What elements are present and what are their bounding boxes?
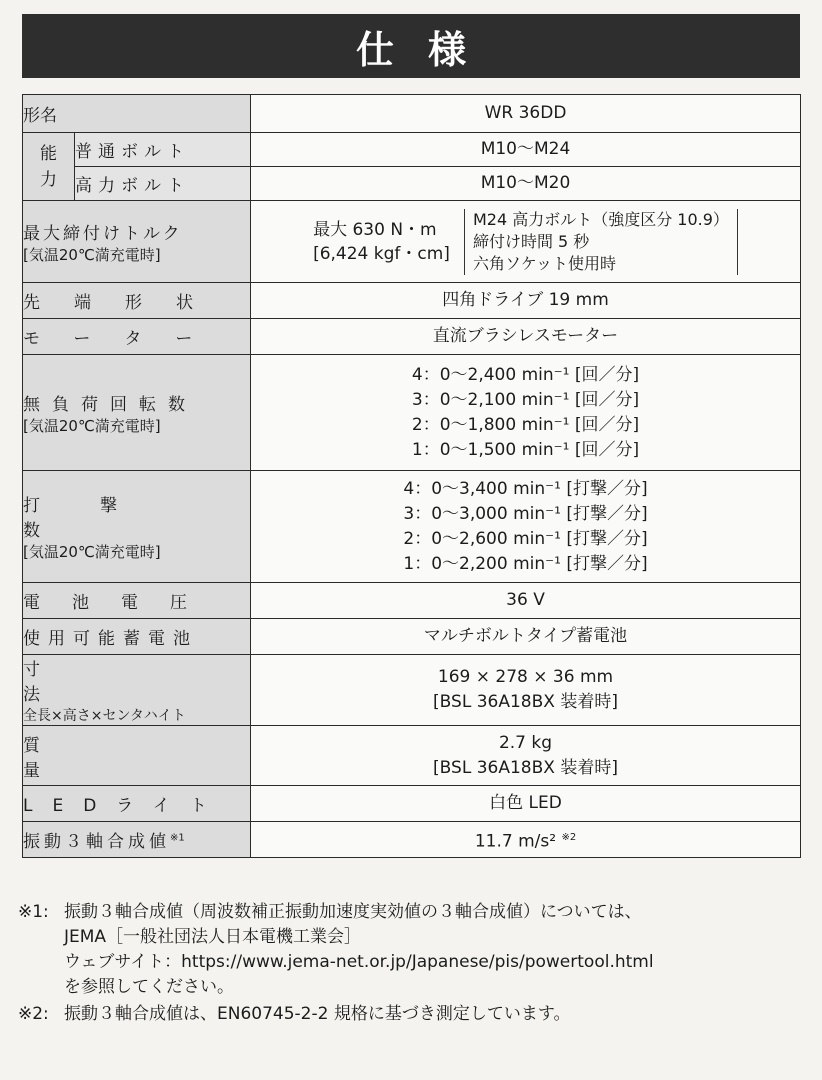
speed-3: 3：0～2,100 min⁻¹ [回／分]: [411, 389, 640, 410]
value-weight-note: [BSL 36A18BX 装着時]: [433, 757, 618, 778]
speed-1: 1：0～1,500 min⁻¹ [回／分]: [411, 439, 640, 460]
label-dimensions: 寸法: [23, 660, 180, 705]
footnote-1-mark: ※1:: [18, 902, 49, 922]
footnote-2-line-1: 振動３軸合成値は、EN60745-2-2 規格に基づき測定しています。: [64, 1004, 571, 1024]
row-battery: [23, 619, 801, 655]
label-weight: 質量: [23, 726, 251, 786]
value-weight: 2.7 kg: [498, 732, 553, 753]
row-voltage: [23, 583, 801, 619]
footnote-1-line-2: JEMA［一般社団法人日本電機工業会］: [64, 927, 362, 947]
value-torque: [251, 209, 800, 275]
value-model: WR 36DD: [251, 95, 801, 133]
value-voltage: 36 V: [251, 583, 801, 619]
impact-4: 4：0～3,400 min⁻¹ [打撃／分]: [403, 478, 648, 499]
value-vibration-note: ※2: [561, 831, 577, 843]
label-high-bolt: 高力ボルト: [75, 167, 251, 201]
impact-2: 2：0～2,600 min⁻¹ [打撃／分]: [403, 528, 648, 549]
torque-kgf: [6,424 kgf・cm]: [313, 243, 450, 264]
label-voltage: 電池電圧: [23, 583, 251, 619]
value-battery: マルチボルトタイプ蓄電池: [251, 619, 801, 655]
row-dimensions: [23, 655, 801, 726]
footnote-1-line-3: ウェブサイト：https://www.jema-net.or.jp/Japanese/pis/powertool.html: [64, 952, 654, 972]
label-model: [23, 101, 250, 126]
row-capacity-normal: [23, 133, 801, 167]
torque-conditions: [464, 209, 738, 275]
label-impact-condition: [気温20℃満充電時]: [23, 543, 161, 561]
spec-table: [22, 94, 801, 858]
value-dimensions: 169 × 278 × 36 mm: [437, 667, 614, 687]
value-led: 白色 LED: [251, 786, 801, 822]
torque-nm: 最大 630 N・m: [313, 219, 437, 240]
footnote-1-line-1: 振動３軸合成値（周波数補正振動加速度実効値の３軸合成値）については、: [64, 902, 642, 922]
label-dimensions-note: 全長×高さ×センタハイト: [23, 708, 186, 724]
value-tip-shape: 四角ドライブ 19 mm: [251, 283, 801, 319]
label-capacity-text: 能力: [40, 143, 57, 190]
row-capacity-high: [23, 167, 801, 201]
row-weight: [23, 726, 801, 786]
row-motor: [23, 319, 801, 355]
label-motor: モーター: [23, 319, 251, 355]
speed-2: 2：0～1,800 min⁻¹ [回／分]: [411, 414, 640, 435]
label-model-text: 形名: [23, 106, 57, 126]
footnote-1: [18, 900, 808, 1000]
speed-4: 4：0～2,400 min⁻¹ [回／分]: [411, 364, 640, 385]
row-model: [23, 95, 801, 133]
row-no-load-speed: [23, 355, 801, 471]
torque-cond-1: M24 高力ボルト（強度区分 10.9）: [472, 209, 729, 229]
value-motor: 直流ブラシレスモーター: [251, 319, 801, 355]
label-torque: 最大締付けトルク: [23, 223, 183, 244]
torque-cond-3: 六角ソケット使用時: [472, 253, 616, 273]
value-vibration: 11.7 m/s²: [474, 831, 557, 852]
impact-1: 1：0～2,200 min⁻¹ [打撃／分]: [403, 553, 648, 574]
footnote-1-line-4: を参照してください。: [64, 977, 234, 997]
label-battery: 使用可能蓄電池: [23, 619, 251, 655]
footnote-2-mark: ※2:: [18, 1004, 49, 1024]
impact-3: 3：0～3,000 min⁻¹ [打撃／分]: [403, 503, 648, 524]
value-dimensions-note: [BSL 36A18BX 装着時]: [433, 692, 618, 712]
footnotes: [18, 900, 808, 1027]
row-led: [23, 786, 801, 822]
label-impact-rate: 打撃数: [23, 496, 177, 541]
label-vibration: 振動３軸合成値: [23, 832, 170, 852]
label-torque-condition: [気温20℃満充電時]: [23, 245, 161, 264]
row-tip-shape: [23, 283, 801, 319]
value-normal-bolt: M10～M24: [251, 133, 801, 167]
label-led: LEDライト: [23, 786, 251, 822]
label-vibration-note: ※1: [170, 832, 185, 844]
footnote-2: [18, 1002, 808, 1027]
row-torque: [23, 201, 801, 283]
label-no-load-speed: 無負荷回転数: [23, 394, 197, 415]
label-normal-bolt: 普通ボルト: [75, 133, 251, 167]
spec-title: 仕様: [22, 14, 800, 78]
torque-cond-2: 締付け時間 5 秒: [472, 231, 590, 251]
label-tip-shape: 先端形状: [23, 283, 251, 319]
value-high-bolt: M10～M20: [251, 167, 801, 201]
label-capacity: [23, 133, 75, 201]
row-vibration: [23, 822, 801, 858]
row-impact-rate: [23, 471, 801, 583]
label-no-load-condition: [気温20℃満充電時]: [23, 416, 161, 435]
